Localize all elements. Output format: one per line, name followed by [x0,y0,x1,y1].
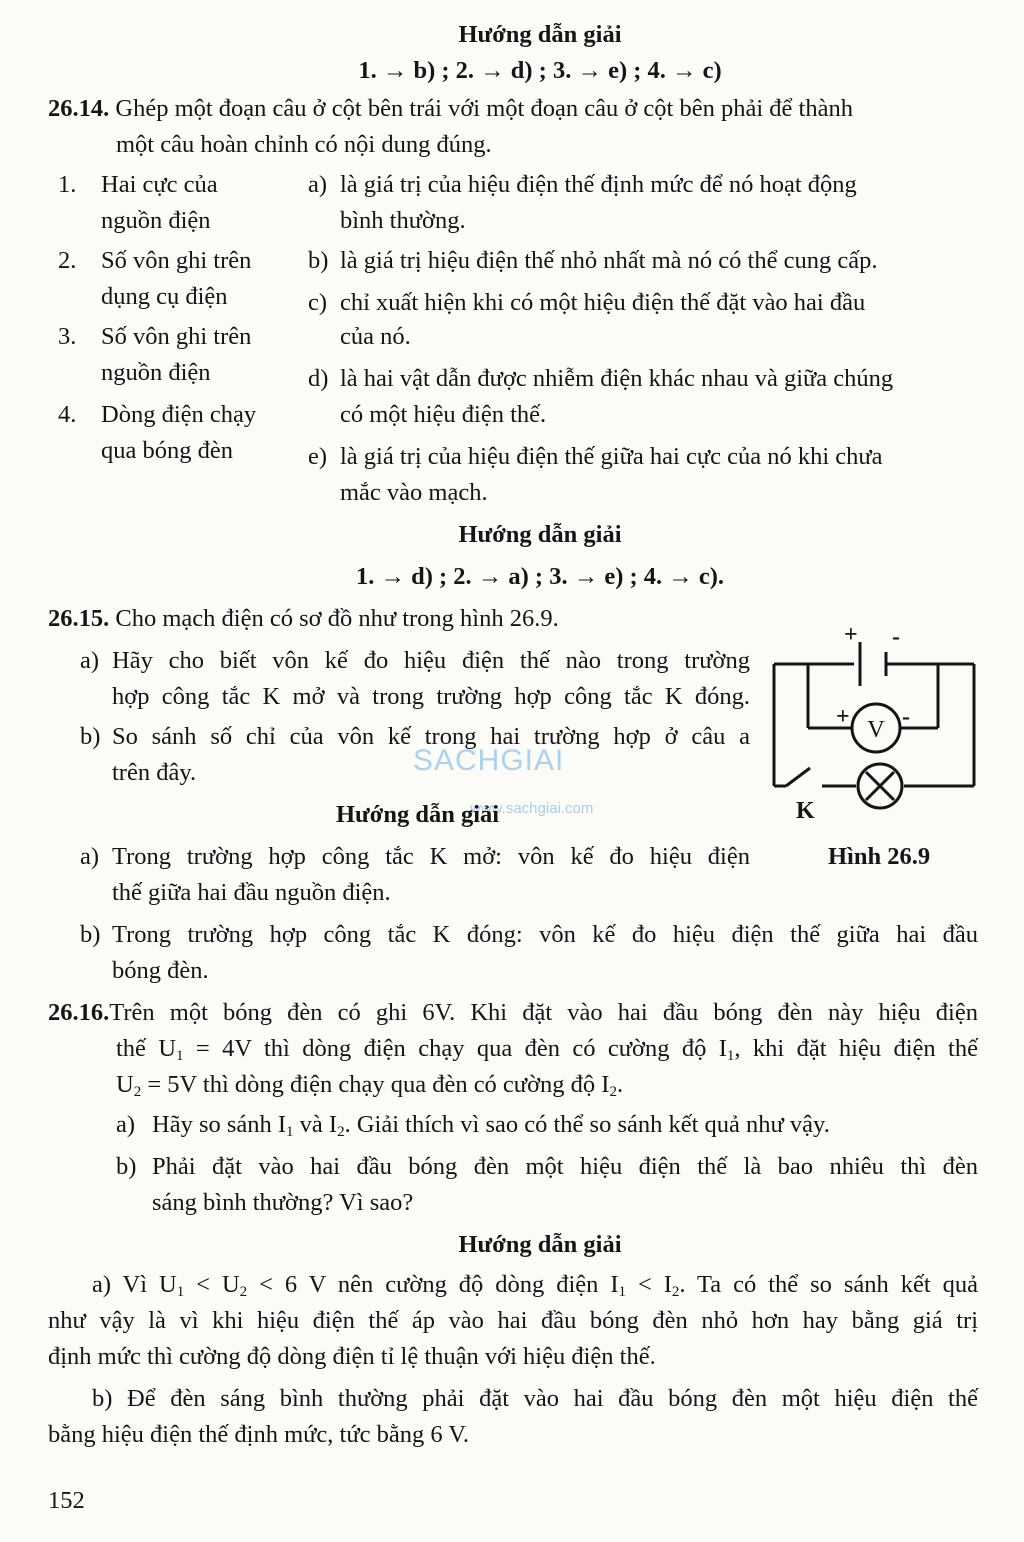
q16-line-1 [48,998,978,1028]
q16-ans-part: a) Vì U [92,1271,177,1298]
q14-left-3-num: 3. [58,323,77,350]
q16-line-3 [116,1070,623,1100]
q14-left-1-num: 1. [58,171,77,198]
q16-line-3-part: . [616,1071,624,1098]
q14-line-1 [48,94,978,124]
q14-left-4-line2: qua bóng đèn [101,437,233,464]
battery-plus-sign: + [844,622,858,648]
q15-a-line2: hợp công tắc K mở và trong trường hợp công tắc K đóng. [112,683,750,710]
q16-line-3-part: = 5V thì dòng điện chạy qua đèn có cường độ I [141,1071,610,1098]
q15-ans-a-letter: a) [80,843,100,870]
q14-guide-answer: 1. → d) ; 2. → a) ; 3. → e) ; 4. → c). [355,563,725,590]
top-guide-heading: Hướng dẫn giải [458,21,622,48]
q14-left-3-line1: Số vôn ghi trên [101,323,252,350]
q16-subscript: 2 [671,1284,680,1300]
q15-b-line2: trên đây. [112,759,197,786]
q14-right-e-line1: là giá trị của hiệu điện thế giữa hai cực của nó khi chưa [340,443,883,470]
q16-line-3-part: U [116,1071,134,1098]
q16-ans-part: < 6 V nên cường độ dòng điện I [247,1271,619,1298]
voltmeter-plus-sign: + [836,704,850,730]
battery-minus-sign: - [892,624,900,650]
q16-guide-heading: Hướng dẫn giải [458,1231,622,1258]
q16-ans-a-line2: như vậy là vì khi hiệu điện thế áp vào hai đầu bóng đèn nhỏ hơn hay bằng giá trị [48,1307,978,1334]
q14-left-4-line1: Dòng điện chạy [101,401,257,428]
q16-ans-b-line1: b) Để đèn sáng bình thường phải đặt vào hai đầu bóng đèn một hiệu điện thế [92,1385,978,1412]
q14-left-2-line1: Số vôn ghi trên [101,247,252,274]
q14-left-1-line1: Hai cực của [101,171,218,198]
q14-right-c-line2: của nó. [340,323,411,350]
q14-right-a-line1: là giá trị của hiệu điện thế định mức để nó hoạt động [340,171,857,198]
switch-label: K [796,798,815,824]
q16-subscript: 1 [726,1048,735,1064]
q14-right-d-letter: d) [308,365,329,392]
q16-a-letter: a) [116,1111,136,1138]
q16-line-2-part: , khi đặt hiệu điện thế [734,1035,978,1062]
voltmeter-label: V [867,717,885,743]
q16-b-line1: Phải đặt vào hai đầu bóng đèn một hiệu điện thế là bao nhiêu thì đèn [152,1153,978,1180]
q15-ans-b-letter: b) [80,921,101,948]
q16-subscript: 1 [618,1284,626,1300]
q16-text-1: Trên một bóng đèn có ghi 6V. Khi đặt vào hai đầu bóng đèn này hiệu điện [109,999,978,1026]
q14-text-2: một câu hoàn chỉnh có nội dung đúng. [116,131,492,158]
q16-subscript: 1 [176,1284,185,1300]
q14-right-e-line2: mắc vào mạch. [340,479,488,506]
q14-left-3-line2: nguồn điện [101,359,211,386]
q16-b-line2: sáng bình thường? Vì sao? [152,1189,414,1216]
q14-right-e-letter: e) [308,443,328,470]
q14-left-2-line2: dụng cụ điện [101,283,228,310]
q16-subscript: 1 [286,1124,294,1140]
q16-subscript: 2 [239,1284,248,1300]
q16-subscript: 1 [176,1048,184,1064]
page-number: 152 [48,1487,85,1514]
q16-number: 26.16. [48,999,110,1026]
q16-ans-part: . Ta có thể so sánh kết quả [679,1271,978,1298]
q14-left-4-num: 4. [58,401,77,428]
q16-a-part: và I [293,1111,338,1138]
q14-right-c-line1: chỉ xuất hiện khi có một hiệu điện thế đặt vào hai đầu [340,289,866,316]
q15-line-1 [48,604,559,634]
switch-lever [786,768,810,786]
q16-a-part: Hãy so sánh I [152,1111,287,1138]
q15-guide-heading: Hướng dẫn giải [336,801,500,828]
q15-a-letter: a) [80,647,100,674]
voltmeter-minus-sign: - [902,704,910,730]
q16-subscript: 2 [133,1084,142,1100]
q15-ans-b-line1: Trong trường hợp công tắc K đóng: vôn kế đo hiệu điện thế giữa hai đầu [112,921,978,948]
q14-left-1-line2: nguồn điện [101,207,211,234]
q16-line-2-part: = 4V thì dòng điện chạy qua đèn có cường độ I [183,1035,727,1062]
q14-right-d-line1: là hai vật dẫn được nhiễm điện khác nhau và giữa chúng [340,365,894,392]
watermark-url: www.sachgiai.com [470,800,594,817]
q14-text-1: Ghép một đoạn câu ở cột bên trái với một đoạn câu ở cột bên phải để thành [115,95,853,122]
q16-line-2 [116,1034,978,1064]
q16-a-part: . Giải thích vì sao có thể so sánh kết quả như vậy. [344,1111,830,1138]
q15-b-letter: b) [80,723,101,750]
watermark-logo: SACHGIAI [413,744,565,777]
q14-right-b-line1: là giá trị hiệu điện thế nhỏ nhất mà nó có thể cung cấp. [340,247,878,274]
q16-ans-part: < I [626,1271,672,1298]
q16-line-2-part: thế U [116,1035,177,1062]
q16-ans-b-line2: bằng hiệu điện thế định mức, tức bằng 6 V. [48,1421,469,1448]
q15-b-line1: So sánh số chỉ của vôn kế trong hai trường hợp ở câu a [112,723,750,750]
q14-right-d-line2: có một hiệu điện thế. [340,401,547,428]
q16-ans-a-line1 [92,1270,978,1300]
q16-subscript: 2 [337,1124,345,1140]
q15-number: 26.15. [48,605,110,632]
q14-left-2-num: 2. [58,247,77,274]
q15-a-line1: Hãy cho biết vôn kế đo hiệu điện thế nào trong trường [112,647,750,674]
q14-right-c-letter: c) [308,289,328,316]
q15-ans-a-line2: thế giữa hai đầu nguồn điện. [112,879,391,906]
q16-ans-part: < U [184,1271,240,1298]
q15-text: Cho mạch điện có sơ đồ như trong hình 26.9. [115,605,559,632]
figure-caption: Hình 26.9 [828,843,931,870]
q15-ans-a-line1: Trong trường hợp công tắc K mở: vôn kế đo hiệu điện [112,843,750,870]
q16-subscript: 2 [609,1084,617,1100]
q16-a-text [152,1110,830,1140]
q16-ans-a-line3: định mức thì cường độ dòng điện tỉ lệ thuận với hiệu điện thế. [48,1343,656,1370]
q16-b-letter: b) [116,1153,137,1180]
q14-guide-heading: Hướng dẫn giải [458,521,622,548]
q14-number: 26.14. [48,95,110,122]
q15-ans-b-line2: bóng đèn. [112,957,209,984]
top-guide-answer: 1. → b) ; 2. → d) ; 3. → e) ; 4. → c) [358,57,722,84]
q14-right-b-letter: b) [308,247,329,274]
q14-right-a-letter: a) [308,171,328,198]
circuit-diagram [760,620,990,830]
q14-right-a-line2: bình thường. [340,207,466,234]
